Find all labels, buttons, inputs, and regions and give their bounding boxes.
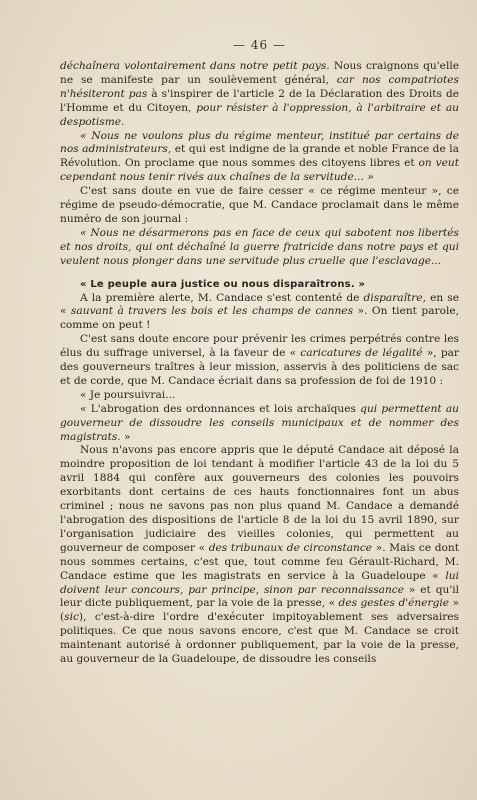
body-paragraph [60,292,459,334]
italic-text: des gestes d'énergie [338,597,450,610]
italic-text: on veut cependant nous tenir rivés aux chaînes de la servitude... » [60,157,459,184]
italic-text: sauvant à travers les bois et les champs de cannes [71,305,354,318]
body-paragraph [60,403,459,445]
italic-text: car nos compatriotes n'hésiteront pas [60,73,459,100]
text-run: « Le peuple aura justice ou nous disparaîtrons. » [80,278,366,290]
italic-text: des tribunaux de circonstance [208,541,373,554]
text-run: A la première alerte, M. Candace s'est contenté de [80,291,364,304]
italic-text: pour résister à l'oppression, à l'arbitraire et au despotisme. [60,101,460,128]
text-run: Nous n'avons pas encore appris que le député Candace ait déposé la moindre proposition de loi tendant à modifier l'article 43 de la loi du 5 avril 1884 qui confère aux gouverneurs des colonies les pouvoirs exorbitants dont certains de ces hauts fonctionnaires font un abus criminel ; nous ne savons pas non plus quand M. Candace a demandé l'abrogation des dispositions de l'article 8 de la loi du 15 avril 1890, sur l'organisation judiciaire des vieilles colonies, qui permettent au gouverneur de composer « [60,444,459,554]
body-paragraph [60,444,459,667]
body-paragraph [60,227,459,269]
text-run: ), c'est-à-dire l'ordre d'exécuter impitoyablement ses adversaires politiques. Ce que nous savons encore, c'est que M. Candace se croit maintenant autorisé à ordonner publiquement, par la voie de la presse, au gouverneur de la Guadeloupe, de dissoudre les conseils [60,611,459,666]
text-run: ». On tient parole, comme on peut ! [60,305,459,332]
text-run: « Je poursuivrai... [80,388,176,401]
text-run: » et qu'il leur dicte publiquement, par la voie de la presse, « [60,583,460,610]
italic-text: « Nous ne désarmerons pas en face de ceux qui sabotent nos libertés et nos droits, qui ont déchaîné la guerre fratricide dans notre pays et qui veulent nous plonger dans une servitude plus cruelle que l'esclavage... [60,226,459,267]
section-heading [60,278,459,292]
body-paragraph [60,185,459,227]
text-run: à s'inspirer de l'article 2 de la Déclaration des Droits de l'Homme et du Citoyen, [60,87,459,114]
text-run: » ( [60,597,459,624]
text-run: Nous craignons qu'elle ne se manifeste par un soulèvement général, [60,60,459,86]
body-paragraph [60,130,459,186]
italic-text: déchaînera volontairement dans notre petit pays. [60,60,330,72]
body-paragraph [60,60,459,130]
body-paragraph [60,333,459,389]
italic-text: disparaître, [363,291,426,304]
body-paragraph [60,389,459,403]
italic-text: sic [64,611,79,624]
text-run: » [120,430,131,443]
text-run: C'est sans doute encore pour prévenir les crimes perpétrés contre les élus du suffrage universel, à la faveur de « [60,333,459,360]
page-number: — 46 — [233,38,286,52]
italic-text: qui permettent au gouverneur de dissoudre les conseils municipaux et de nommer des magistrats. [60,402,459,443]
text-run: « L'abrogation des ordonnances et lois archaïques [80,402,361,415]
text-run: en se « [60,291,459,318]
italic-text: « Nous ne voulons plus du régime menteur, institué par certains de nos administrateurs, [60,129,459,156]
page-body [60,60,459,667]
italic-text: caricatures de légalité [300,347,423,360]
italic-text: lui doivent leur concours, par principe, sinon par reconnaissance [60,569,459,596]
text-run: ». Mais ce dont nous sommes certains, c'est que, tout comme feu Gérault-Richard, M. Candace estime que les magistrats en service à la Guadeloupe « [60,541,459,582]
text-run: », par des gouverneurs traîtres à leur mission, asservis à des politiciens de sac et de corde, que M. Candace écriait dans sa profession de foi de 1910 : [60,347,459,387]
text-run: et qui est indigne de la grande et noble France de la Révolution. On proclame que nous sommes des citoyens libres et [60,143,459,170]
text-run: C'est sans doute en vue de faire cesser « ce régime menteur », ce régime de pseudo-démocratie, que M. Candace proclamait dans le même numéro de son journal : [60,185,459,225]
